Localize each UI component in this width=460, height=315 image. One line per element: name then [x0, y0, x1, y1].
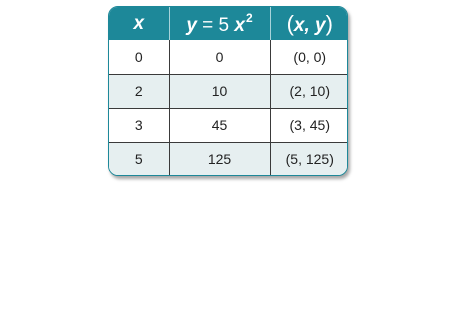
cell-x: 5: [109, 142, 169, 176]
header-pair-vars: x, y: [293, 14, 326, 36]
cell-y: 0: [169, 40, 270, 74]
cell-y: 45: [169, 108, 270, 142]
table-row: [109, 108, 348, 142]
header-pair-close: ): [325, 10, 333, 36]
values-table: [109, 7, 348, 176]
cell-x: 2: [109, 74, 169, 108]
data-table: [108, 6, 348, 176]
cell-pair: (0, 0): [293, 48, 327, 65]
header-x-label: x: [133, 12, 145, 34]
table-row: [109, 40, 348, 74]
header-y-x-var: x: [234, 14, 245, 36]
cell-y: 125: [169, 142, 270, 176]
cell-pair: (2, 10): [270, 74, 348, 108]
header-y-exponent: 2: [245, 10, 253, 25]
cell-x: 0: [109, 40, 169, 74]
cell-y: 10: [169, 74, 270, 108]
header-row: [109, 7, 348, 40]
cell-pair: (3, 45): [270, 108, 348, 142]
cell-x: 3: [109, 108, 169, 142]
header-pair-open: (: [286, 10, 294, 36]
cell-pair: (5, 125): [270, 142, 348, 176]
header-y-rest: = 5: [196, 14, 230, 36]
header-x: [109, 7, 169, 40]
table-row: [109, 74, 348, 108]
header-y-equation: [169, 7, 270, 40]
header-pair: [270, 7, 348, 40]
header-y-var: y: [186, 14, 197, 36]
table-row: [109, 142, 348, 176]
